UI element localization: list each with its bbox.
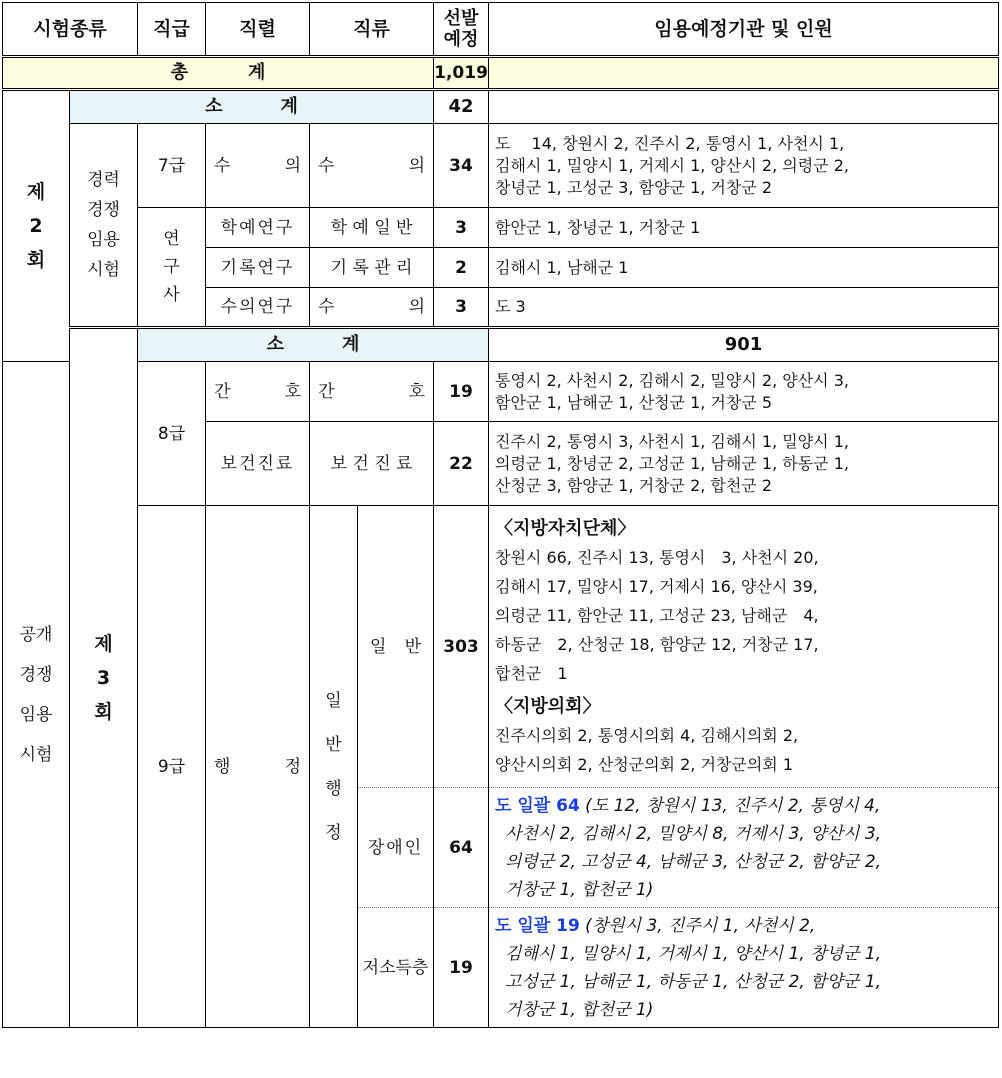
total-value: 1,019	[434, 57, 489, 90]
round3-label-1: 3	[96, 667, 111, 689]
round2-row-vet	[3, 124, 999, 208]
round3-local-gov-1: 김해시 17, 밀양시 17, 거제시 16, 양산시 39,	[495, 577, 818, 596]
round2-researcher-grade-2: 사	[163, 285, 180, 305]
round2-exam-type	[70, 124, 138, 328]
round3-admin-series-a: 행	[214, 756, 231, 777]
round3-disabled-line-2: 의령군 2, 고성군 4, 남해군 3, 산청군 2, 함양군 2,	[505, 851, 882, 872]
round2-vet-series	[206, 124, 310, 208]
round2-exam-type-1: 경쟁	[87, 200, 120, 220]
recruitment-table	[2, 2, 999, 1028]
round2-label-0: 제	[26, 181, 46, 203]
header-planned-line1: 선발	[443, 8, 479, 29]
round2-vet-series-b: 의	[284, 155, 302, 176]
round3-health-agencies-2: 산청군 3, 함양군 1, 거창군 2, 합천군 2	[495, 475, 773, 495]
round2-curator-agencies: 함안군 1, 창녕군 1, 거창군 1	[489, 208, 999, 248]
round3-nurse-agencies-0: 통영시 2, 사천시 2, 김해시 2, 밀양시 2, 양산시 3,	[495, 370, 849, 390]
round2-exam-type-3: 시험	[87, 260, 120, 280]
round3-local-gov-header: 〈지방자치단체〉	[495, 518, 636, 539]
round3-lowincome-line-0: (창원시 3, 진주시 1, 사천시 2,	[579, 915, 816, 936]
round3-subtotal-b: 계	[342, 334, 360, 355]
round2-row-curator	[3, 208, 999, 248]
round2-vet-agencies	[489, 124, 999, 208]
round3-local-gov-2: 의령군 11, 함안군 11, 고성군 23, 남해군 4,	[495, 606, 819, 625]
round2-vet-agencies-1: 김해시 1, 밀양시 1, 거제시 1, 양산시 2, 의령군 2,	[495, 155, 849, 175]
round3-disabled-line-3: 거창군 1, 합천군 1)	[505, 879, 654, 900]
round3-lowincome-value: 19	[434, 908, 489, 1028]
round3-lowincome-agencies	[489, 908, 999, 1028]
round3-health-agencies	[489, 422, 999, 506]
round3-admin-class-1: 반	[325, 734, 342, 755]
round3-row-general	[3, 506, 999, 788]
round3-admin-class-3: 정	[325, 822, 342, 843]
round3-health-agencies-1: 의령군 1, 창녕군 2, 고성군 1, 남해군 1, 하동군 1,	[495, 453, 849, 473]
round2-vet-class	[310, 124, 434, 208]
round2-vet-agencies-2: 창녕군 1, 고성군 3, 함양군 1, 거창군 2	[495, 177, 773, 197]
round2-exam-type-0: 경력	[87, 170, 120, 190]
round3-exam-type-1: 경쟁	[19, 664, 53, 685]
round2-vetresearch-series: 수의연구	[206, 288, 310, 328]
round2-vetresearch-class-b: 의	[408, 297, 426, 317]
round3-general-label	[358, 506, 434, 788]
round3-local-gov-3: 하동군 2, 산청군 18, 함양군 12, 거창군 17,	[495, 635, 819, 654]
round3-nurse-agencies	[489, 362, 999, 422]
round2-researcher-grade	[138, 208, 206, 328]
round3-council-1: 양산시의회 2, 산청군의회 2, 거창군의회 1	[495, 755, 793, 774]
round3-council-header: 〈지방의회〉	[495, 696, 601, 717]
round3-health-value: 22	[434, 422, 489, 506]
round3-disabled-agencies	[489, 788, 999, 908]
round2-vetresearch-agencies: 도 3	[489, 288, 999, 328]
round2-archivist-class: 기 록 관 리	[310, 248, 434, 288]
total-row	[3, 57, 999, 90]
header-row	[3, 3, 999, 57]
round2-vetresearch-class-a: 수	[318, 297, 335, 317]
round3-grade8: 8급	[138, 362, 206, 506]
round2-vetresearch-class	[310, 288, 434, 328]
round2-vet-series-a: 수	[214, 155, 231, 176]
round3-row-nurse	[3, 362, 999, 422]
round3-health-class: 보 건 진 료	[310, 422, 434, 506]
round3-label	[70, 328, 138, 1028]
round3-admin-class-2: 행	[325, 778, 342, 799]
round3-disabled-line-0: (도 12, 창원시 13, 진주시 2, 통영시 4,	[579, 795, 881, 816]
round3-subtotal-row	[3, 328, 999, 362]
round2-label	[3, 90, 70, 362]
round2-researcher-grade-0: 연	[163, 229, 180, 249]
header-planned	[434, 3, 489, 57]
round3-general-label-a: 일	[370, 636, 387, 657]
round2-vet-value: 34	[434, 124, 489, 208]
total-label-b: 계	[248, 62, 266, 83]
round3-nurse-series-b: 호	[284, 381, 302, 402]
round3-nurse-class-a: 간	[318, 381, 335, 402]
round3-nurse-class	[310, 362, 434, 422]
round3-subtotal-label	[138, 328, 489, 362]
round2-vetresearch-value: 3	[434, 288, 489, 328]
round3-lowincome-line-2: 고성군 1, 남해군 1, 하동군 1, 산청군 2, 함양군 1,	[505, 971, 882, 992]
round3-disabled-value: 64	[434, 788, 489, 908]
round2-subtotal-value: 42	[434, 90, 489, 124]
round3-nurse-series	[206, 362, 310, 422]
round2-vet-agencies-0: 도 14, 창원시 2, 진주시 2, 통영시 1, 사천시 1,	[495, 133, 845, 153]
round3-subtotal-a: 소	[266, 334, 285, 355]
round3-lowincome-line-1: 김해시 1, 밀양시 1, 거제시 1, 양산시 1, 창녕군 1,	[505, 943, 882, 964]
round2-subtotal-label	[70, 90, 434, 124]
round3-nurse-series-a: 간	[214, 381, 231, 402]
round3-nurse-class-b: 호	[408, 381, 426, 402]
header-series: 직렬	[206, 3, 310, 57]
round2-subtotal-agencies	[489, 90, 999, 124]
round2-archivist-series: 기록연구	[206, 248, 310, 288]
round3-disabled-label: 장애인	[358, 788, 434, 908]
header-exam-type: 시험종류	[3, 3, 138, 57]
round3-label-2: 회	[94, 701, 113, 723]
round3-subtotal-value: 901	[489, 328, 999, 362]
round3-lowincome-lead: 도 일괄 19	[495, 915, 580, 936]
round3-grade9: 9급	[138, 506, 206, 1028]
round2-archivist-agencies: 김해시 1, 남해군 1	[489, 248, 999, 288]
round2-grade7: 7급	[138, 124, 206, 208]
round2-curator-value: 3	[434, 208, 489, 248]
round2-curator-series: 학예연구	[206, 208, 310, 248]
round3-general-label-b: 반	[404, 636, 422, 657]
round3-exam-type-0: 공개	[19, 624, 53, 645]
round2-exam-type-2: 임용	[87, 230, 120, 250]
round3-local-gov-4: 합천군 1	[495, 664, 568, 683]
round2-subtotal-b: 계	[280, 96, 298, 117]
total-label	[3, 57, 434, 90]
header-grade: 직급	[138, 3, 206, 57]
round2-archivist-value: 2	[434, 248, 489, 288]
round2-vet-class-b: 의	[408, 155, 426, 176]
round2-subtotal-a: 소	[205, 96, 223, 117]
round3-exam-type-3: 시험	[19, 744, 53, 765]
round3-lowincome-label: 저소득층	[358, 908, 434, 1028]
total-agencies	[489, 57, 999, 90]
round3-nurse-agencies-1: 함안군 1, 남해군 1, 산청군 1, 거창군 5	[495, 392, 773, 412]
header-agencies: 임용예정기관 및 인원	[489, 3, 999, 57]
round3-general-value: 303	[434, 506, 489, 788]
round3-admin-class-0: 일	[325, 690, 342, 711]
round2-subtotal-row	[3, 90, 999, 124]
round3-local-gov-0: 창원시 66, 진주시 13, 통영시 3, 사천시 20,	[495, 548, 819, 567]
round2-label-1: 2	[29, 215, 43, 237]
round3-disabled-lead: 도 일괄 64	[495, 795, 580, 816]
round3-health-agencies-0: 진주시 2, 통영시 3, 사천시 1, 김해시 1, 밀양시 1,	[495, 431, 849, 451]
round3-exam-type-2: 임용	[19, 704, 53, 725]
round2-label-2: 회	[26, 249, 46, 271]
round3-disabled-line-1: 사천시 2, 김해시 2, 밀양시 8, 거제시 3, 양산시 3,	[505, 823, 882, 844]
round3-health-series: 보건진료	[206, 422, 310, 506]
header-planned-line2: 예정	[443, 29, 479, 50]
header-class: 직류	[310, 3, 434, 57]
round3-admin-series-b: 정	[284, 756, 302, 777]
round3-nurse-value: 19	[434, 362, 489, 422]
round3-label-0: 제	[94, 633, 113, 655]
round2-researcher-grade-1: 구	[163, 257, 180, 277]
round3-admin-series	[206, 506, 310, 1028]
round3-exam-type	[3, 362, 70, 1028]
round3-general-agencies	[489, 506, 999, 788]
round2-curator-class: 학 예 일 반	[310, 208, 434, 248]
round3-council-0: 진주시의회 2, 통영시의회 4, 김해시의회 2,	[495, 726, 799, 745]
round3-lowincome-line-3: 거창군 1, 합천군 1)	[505, 999, 654, 1020]
round2-vet-class-a: 수	[318, 155, 335, 176]
round3-admin-class	[310, 506, 358, 1028]
total-label-a: 총	[170, 62, 188, 83]
